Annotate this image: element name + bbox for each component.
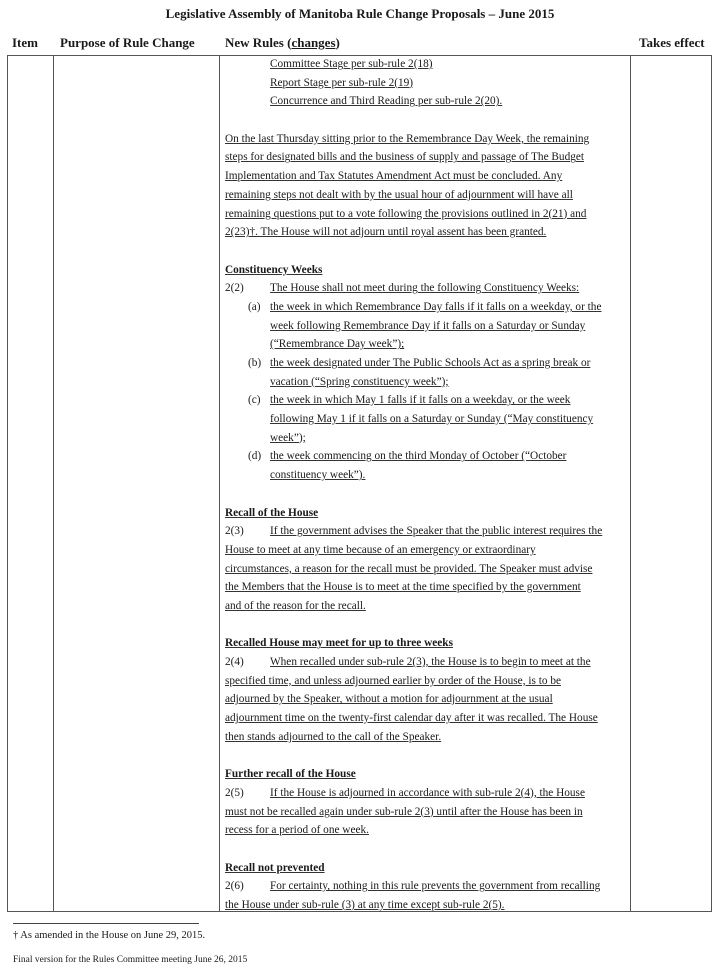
list-item [225,354,625,373]
section-heading: Further recall of the House [225,768,356,781]
rule-text: the Members that the House is to meet at the time specified by the government [225,581,581,594]
header-changes: changes [291,35,336,50]
rule-number: 2(6) [225,880,244,893]
rule-text: If the government advises the Speaker that the public interest requires the [270,525,603,538]
paragraph-line: remaining steps not dealt with by the usual hour of adjournment will have all [225,188,573,201]
rule-number: 2(3) [225,525,244,538]
item-text: following May 1 if it falls on a Saturday or Sunday (“May constituency [270,413,594,426]
remembrance-paragraph [225,130,625,242]
column-divider [219,55,220,912]
rule-text: must not be recalled again under sub-rule 2(3) until after the House has been in [225,805,583,818]
stage-line: Report Stage per sub-rule 2(19) [270,76,414,89]
rule-intro [225,279,625,298]
item-label: (b) [248,357,262,369]
paragraph-line: Implementation and Tax Statutes Amendment Act must be concluded. Any [225,170,563,183]
paragraph-line: steps for designated bills and the business of supply and passage of The Budget [225,151,585,164]
list-item [225,298,625,317]
footnote-separator [13,923,199,924]
column-header-takes-effect: Takes effect [639,35,705,50]
item-text: the week commencing on the third Monday of October (“October [270,450,567,463]
document-title: Legislative Assembly of Manitoba Rule Change Proposals – June 2015 [165,6,555,21]
column-header-new-rules [225,35,340,51]
rule-text: For certainty, nothing in this rule prevents the government from recalling [270,880,601,893]
rule-text: When recalled under sub-rule 2(3), the House is to begin to meet at the [270,656,591,668]
section-heading: Recall of the House [225,506,319,519]
rule-number: 2(2) [225,282,244,295]
item-text: the week in which Remembrance Day falls if it falls on a weekday, or the [270,300,602,313]
rule-text: specified time, and unless adjourned earlier by order of the House, is to be [225,674,561,687]
rule-intro [225,522,625,541]
section-heading: Recall not prevented [225,861,325,874]
list-item [225,447,625,466]
item-label: (d) [248,450,262,463]
paragraph-line: On the last Thursday sitting prior to the Remembrance Day Week, the remaining [225,132,590,145]
paragraph-line: 2(23)†. The House will not adjourn until royal assent has been granted. [225,226,547,239]
item-text: the week in which May 1 falls if it falls on a weekday, or the week [270,394,571,407]
rule-number: 2(4) [225,656,244,668]
item-label: (c) [248,394,261,407]
rule-text: adjournment time on the twenty-first calendar day after it was recalled. The House [225,712,598,725]
item-text: vacation (“Spring constituency week”); [270,375,449,388]
item-text: constituency week”). [270,469,366,482]
item-text: week following Remembrance Day if it falls on a Saturday or Sunday [270,319,586,332]
stage-line: Concurrence and Third Reading per sub-rule 2(20). [270,95,503,108]
item-label: (a) [248,300,261,313]
header-suffix: ) [335,35,340,50]
rule-intro [225,877,625,896]
rule-number: 2(5) [225,786,244,799]
header-prefix: New Rules ( [225,35,292,50]
stage-line: Committee Stage per sub-rule 2(18) [270,58,433,70]
item-text: (“Remembrance Day week”); [270,338,405,351]
section-heading: Constituency Weeks [225,263,323,276]
rule-text: adjourned by the Speaker, without a motion for adjournment at the usual [225,693,553,706]
rule-text: the House under sub-rule (3) at any time except sub-rule 2(5). [225,898,505,911]
list-item [225,391,625,410]
rule-text: If the House is adjourned in accordance with sub-rule 2(4), the House [270,786,585,799]
rule-intro [225,653,625,672]
rule-text: and of the reason for the recall. [225,599,366,612]
column-header-item: Item [12,35,38,50]
section-heading: Recalled House may meet for up to three weeks [225,637,453,650]
item-text: week”); [270,431,306,444]
item-text: the week designated under The Public Schools Act as a spring break or [270,357,591,369]
rule-text: House to meet at any time because of an emergency or extraordinary [225,543,536,556]
column-header-purpose: Purpose of Rule Change [60,35,195,50]
column-divider [53,55,54,912]
rule-text: then stands adjourned to the call of the Speaker. [225,730,442,743]
rule-text: recess for a period of one week. [225,824,369,837]
paragraph-line: remaining questions put to a vote following the provisions outlined in 2(21) and [225,207,587,220]
new-rules-cell [225,55,625,915]
rule-text: The House shall not meet during the following Constituency Weeks: [270,282,580,295]
footnote-version: Final version for the Rules Committee meeting June 26, 2015 [13,955,248,965]
column-divider [630,55,631,912]
footnote-dagger: † As amended in the House on June 29, 2015. [13,930,206,941]
rule-intro [225,784,625,803]
rule-text: circumstances, a reason for the recall must be provided. The Speaker must advise [225,562,593,575]
